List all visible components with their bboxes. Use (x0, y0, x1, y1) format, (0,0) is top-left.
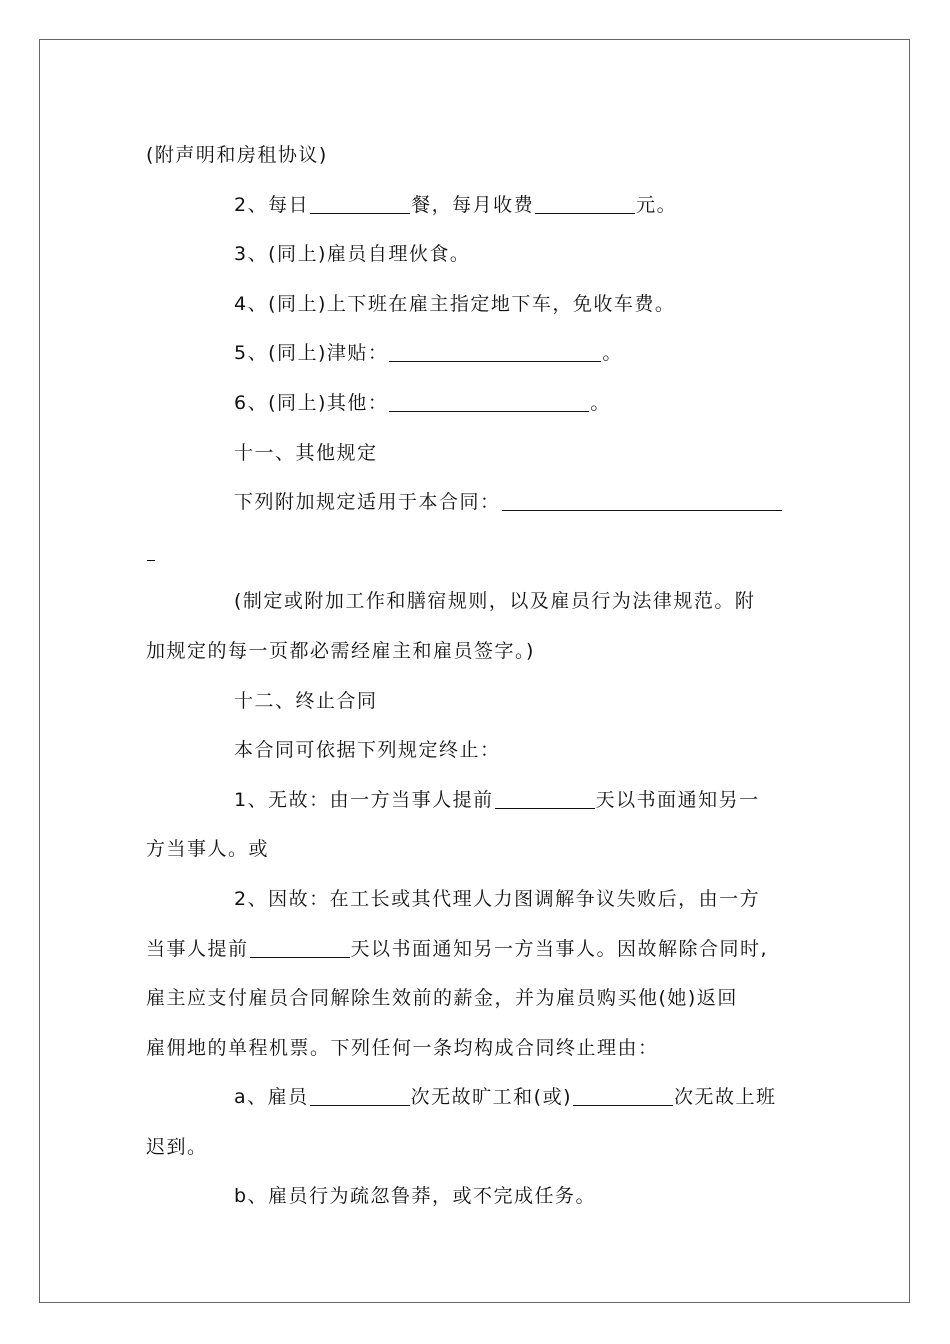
blank-late-count (573, 1085, 673, 1106)
blank-other (389, 391, 589, 412)
blank-additional-rules-cont (147, 540, 155, 561)
additional-rules-text: 下列附加规定适用于本合同： (234, 491, 501, 514)
termination-without-cause-cont (146, 825, 810, 875)
attachment-note-text: (附声明和房租协议) (146, 144, 328, 166)
clause-meals (146, 181, 810, 231)
termination-with-cause (146, 875, 810, 925)
additional-rules-line (146, 478, 810, 528)
section-12-heading-text: 十二、终止合同 (234, 689, 378, 712)
rules-note-text-2: 加规定的每一页都必需经雇主和雇员签字。) (146, 639, 535, 662)
rules-note-line-1 (146, 577, 810, 627)
clause-meals-a: 2、每日 (234, 193, 310, 216)
termination-with-cause-cont-2 (146, 974, 810, 1024)
section-11-heading (146, 429, 810, 479)
blank-allowance (389, 341, 601, 362)
clause-other-b: 。 (590, 391, 611, 414)
section-11-heading-text: 十一、其他规定 (234, 441, 378, 464)
reason-a-part-2: 次无故旷工和(或) (410, 1086, 572, 1109)
clause-allowance (146, 329, 810, 379)
termination-with-cause-cont-1 (146, 925, 810, 975)
reason-a-part-1: a、雇员 (234, 1086, 309, 1109)
blank-meals-per-day (310, 193, 410, 214)
rules-note-text-1: (制定或附加工作和膳宿规则，以及雇员行为法律规范。附 (234, 590, 756, 613)
reason-a (146, 1073, 810, 1123)
blank-monthly-fee (535, 193, 635, 214)
termination-with-cause-text: 2、因故：在工长或其代理人力图调解争议失败后，由一方 (234, 887, 761, 910)
blank-absence-count (310, 1085, 410, 1106)
clause-other (146, 379, 810, 429)
clause-self-board (146, 230, 810, 280)
reason-b-text: b、雇员行为疏忽鲁莽，或不完成任务。 (234, 1185, 597, 1208)
clause-other-a: 6、(同上)其他： (234, 391, 389, 414)
rules-note-line-2 (146, 627, 810, 677)
termination-with-cause-cont-1b: 天以书面通知另一方当事人。因故解除合同时, (350, 937, 769, 960)
clause-meals-c: 元。 (636, 193, 678, 216)
termination-without-cause-b: 天以书面通知另一 (595, 788, 760, 811)
blank-notice-days-2 (250, 937, 350, 958)
reason-b (146, 1172, 810, 1222)
termination-without-cause-a: 1、无故：由一方当事人提前 (234, 788, 494, 811)
reason-a-part-3: 次无故上班 (673, 1086, 777, 1109)
termination-with-cause-cont-2-text: 雇主应支付雇员合同解除生效前的薪金，并为雇员购买他(她)返回 (146, 987, 738, 1010)
additional-rules-continuation (146, 528, 810, 578)
reason-a-cont (146, 1123, 810, 1173)
section-12-heading (146, 677, 810, 727)
blank-additional-rules (502, 490, 782, 511)
termination-intro (146, 726, 810, 776)
clause-self-board-text: 3、(同上)雇员自理伙食。 (234, 243, 471, 266)
termination-with-cause-cont-1a: 当事人提前 (146, 937, 249, 960)
reason-a-cont-text: 迟到。 (146, 1135, 208, 1158)
blank-notice-days-1 (495, 788, 595, 809)
clause-transport (146, 280, 810, 330)
attachment-note (146, 131, 810, 181)
termination-with-cause-cont-3-text: 雇佣地的单程机票。下列任何一条均构成合同终止理由： (146, 1036, 659, 1059)
document-body (146, 131, 810, 1222)
clause-allowance-b: 。 (602, 342, 623, 365)
termination-without-cause (146, 776, 810, 826)
clause-allowance-a: 5、(同上)津贴： (234, 342, 389, 365)
clause-meals-b: 餐，每月收费 (411, 193, 535, 216)
clause-transport-text: 4、(同上)上下班在雇主指定地下车，免收车费。 (234, 292, 676, 315)
termination-without-cause-cont-text: 方当事人。或 (146, 838, 270, 861)
termination-with-cause-cont-3 (146, 1024, 810, 1074)
termination-intro-text: 本合同可依据下列规定终止： (234, 739, 501, 762)
